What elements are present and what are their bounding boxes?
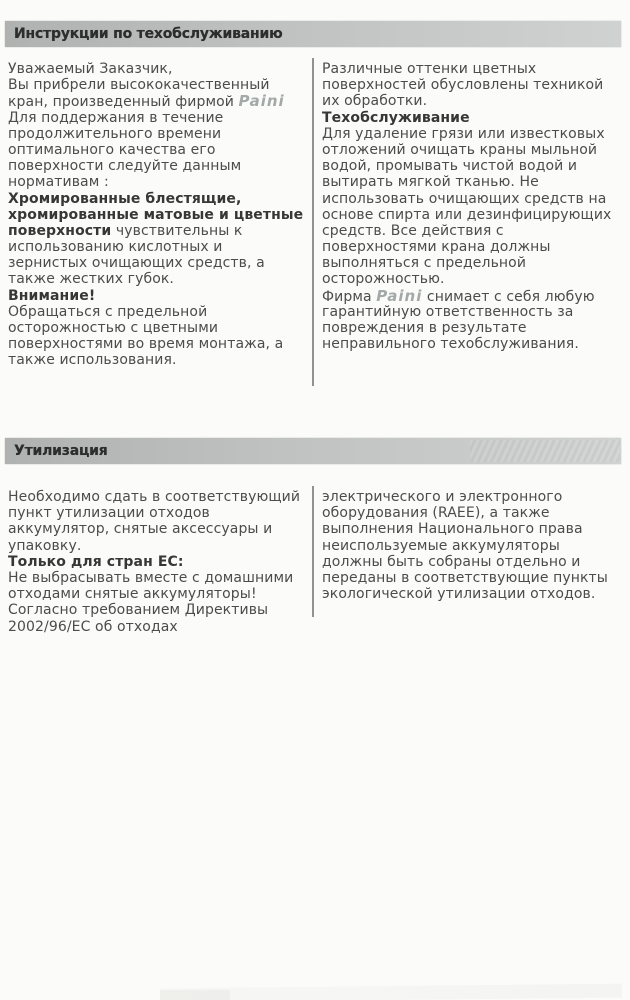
column-divider xyxy=(312,58,314,386)
text-line: основе спирта или дезинфицирующих xyxy=(322,206,612,223)
text-line: осторожностью. xyxy=(322,271,445,288)
text-line: также жестких губок. xyxy=(8,271,174,288)
text-line: неиспользуемые аккумуляторы xyxy=(322,537,560,554)
text-line: пункт утилизации отходов xyxy=(8,505,210,522)
text-line: продолжительного времени xyxy=(8,125,222,142)
text-line: Техобслуживание xyxy=(322,109,470,126)
text-line: поверхности следуйте данным xyxy=(8,158,242,175)
scan-artifact xyxy=(160,990,230,1000)
section-disposal-title: Утилизация xyxy=(14,443,108,459)
text-line: поверхностями во время монтажа, а xyxy=(8,336,284,353)
text-line: Обращаться с предельной xyxy=(8,303,208,320)
text-line: поверхности чувствительны к xyxy=(8,222,243,239)
text-line: Фирма Paini снимает с себя любую xyxy=(322,286,595,305)
paini-brand-logo: Paini xyxy=(238,92,285,111)
text-line: их обработки. xyxy=(322,93,428,110)
scan-noise-artifact xyxy=(470,440,620,462)
text-line: Различные оттенки цветных xyxy=(322,61,537,77)
text-line: Внимание! xyxy=(8,287,96,304)
disposal-left-column xyxy=(8,489,306,635)
text-line: поверхностей обусловлены техникой xyxy=(322,77,604,94)
text-line: зернистых очищающих средств, а xyxy=(8,255,265,272)
text-line: кран, произведенный фирмой Paini xyxy=(8,92,285,111)
section-maintenance-header-bar xyxy=(5,21,621,47)
text-line: оптимального качества его xyxy=(8,141,216,158)
text-line: использованию кислотных и xyxy=(8,239,223,256)
section-maintenance-body xyxy=(8,61,622,369)
text-line: отложений очищать краны мыльной xyxy=(322,141,598,158)
text-line: вытирать мягкой тканью. Не xyxy=(322,174,539,191)
text-line: Не выбрасывать вместе с домашними xyxy=(8,569,294,586)
text-line: средств. Все действия с xyxy=(322,222,504,239)
text-line: Только для стран ЕС: xyxy=(8,553,184,570)
text-line: Вы прибрели высококачественный xyxy=(8,77,270,94)
text-line: электрического и электронного xyxy=(322,489,563,505)
text-line: Хромированные блестящие, xyxy=(8,190,242,207)
text-line: выполнения Национального права xyxy=(322,521,583,538)
text-line: аккумулятор, снятые аксессуары и xyxy=(8,521,273,538)
text-line: выполняться с предельной xyxy=(322,255,527,272)
paini-brand-logo: Paini xyxy=(376,286,423,305)
text-line: Необходимо сдать в соответствующий xyxy=(8,489,301,505)
maintenance-left-column xyxy=(8,61,306,369)
text-line: хромированные матовые и цветные xyxy=(8,206,304,223)
text-line: нормативам : xyxy=(8,174,109,191)
disposal-right-column xyxy=(322,489,620,635)
text-line: 2002/96/ЕС об отходах xyxy=(8,618,178,635)
text-line: упаковку. xyxy=(8,537,82,554)
text-line: также использования. xyxy=(8,352,177,369)
text-line: переданы в соответствующие пункты xyxy=(322,569,608,586)
text-line: Для поддержания в течение xyxy=(8,109,224,126)
text-line: Согласно требованием Директивы xyxy=(8,602,269,619)
text-line: Уважаемый Заказчик, xyxy=(8,61,173,77)
text-line: неправильного техобслуживания. xyxy=(322,336,579,353)
text-line: осторожностью с цветными xyxy=(8,320,219,336)
text-line: отходами снятые аккумуляторы! xyxy=(8,586,257,603)
section-maintenance-title: Инструкции по техобслуживанию xyxy=(14,26,283,42)
maintenance-right-column xyxy=(322,61,620,369)
text-line: поверхностями крана должны xyxy=(322,239,551,256)
text-line: должны быть собраны отдельно и xyxy=(322,553,581,570)
text-line: Для удаление грязи или известковых xyxy=(322,125,605,142)
section-disposal-body xyxy=(8,489,622,635)
text-line: экологической утилизации отходов. xyxy=(322,586,596,603)
text-line: использовать очищающих средств на xyxy=(322,190,607,207)
text-line: гарантийную ответственность за xyxy=(322,303,574,320)
text-line: повреждения в результате xyxy=(322,320,527,336)
column-divider xyxy=(312,486,314,617)
text-line: водой, промывать чистой водой и xyxy=(322,158,578,175)
text-line: оборудования (RAEE), а также xyxy=(322,505,550,522)
